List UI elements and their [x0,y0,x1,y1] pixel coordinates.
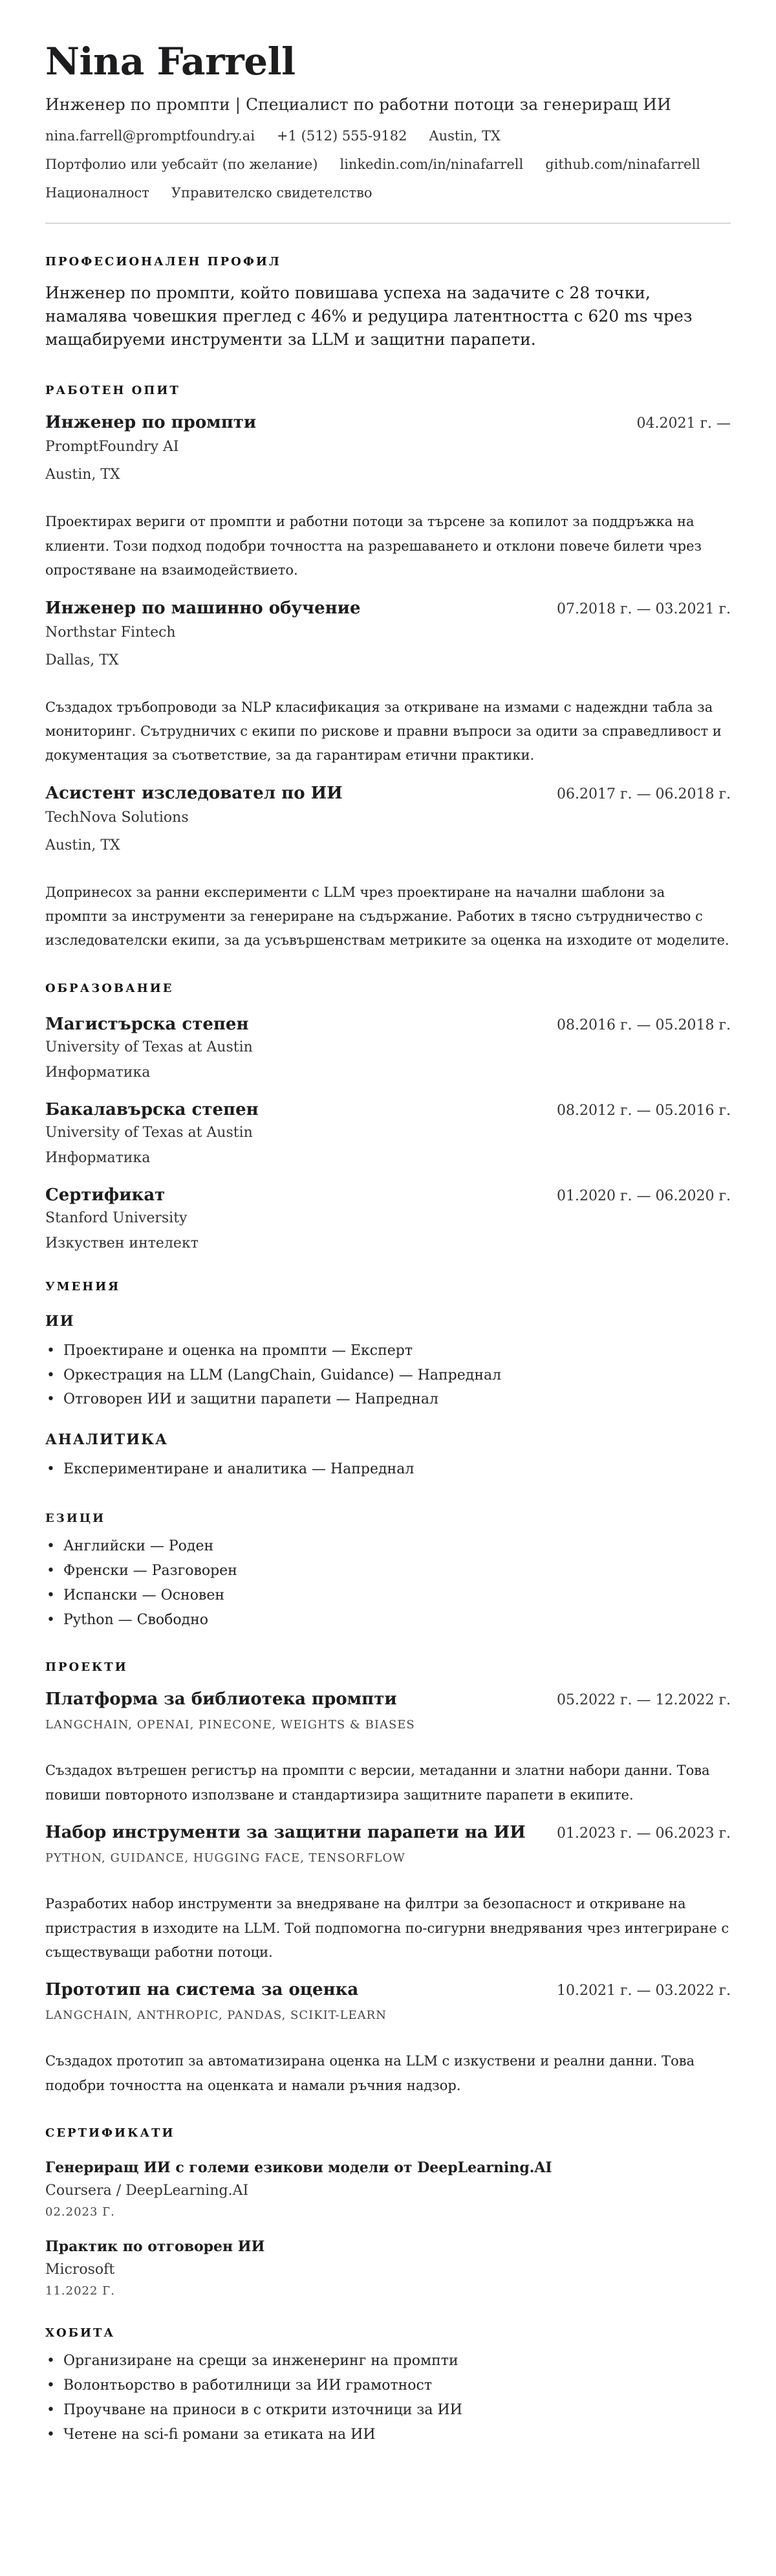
projects-section [45,1660,731,2098]
experience-entry [45,784,731,953]
hobby-item: • Проучване на приноси в с открити източници за ИИ [45,2398,731,2423]
degree-title: Бакалавърска степен [45,1099,259,1119]
education-section [45,982,731,1251]
hobby-item: • Волонтьорство в работилници за ИИ грамотност [45,2373,731,2398]
github-link[interactable]: github.com/ninafarrell [545,156,700,172]
job-dates: 06.2017 г. — 06.2018 г. [557,786,731,802]
certificate-date: 11.2022 Г. [45,2284,115,2298]
project-tech: PYTHON, GUIDANCE, HUGGING FACE, TENSORFLOW [45,1851,405,1866]
skill-item: • Проектиране и оценка на промпти — Експерт [45,1339,731,1363]
project-tech: LANGCHAIN, ANTHROPIC, PANDAS, SCIKIT-LEARN [45,2009,387,2023]
certificate-date: 02.2023 Г. [45,2205,115,2219]
job-title: Асистент изследовател по ИИ [45,783,343,803]
section-title: ЕЗИЦИ [45,1512,106,1526]
email-link[interactable]: nina.farrell@promptfoundry.ai [45,127,255,144]
skill-item: • Експериментиране и аналитика — Напреднал [45,1457,731,1482]
language-item: • Английски — Роден [45,1534,731,1559]
certificate-issuer: Coursera / DeepLearning.AI [45,2183,249,2199]
experience-entry [45,599,731,768]
job-description: Допринесох за ранни експерименти с LLM чрез проектиране на начални шаблони за промпти за инструменти за генериране на съдържание. Работих в тясно сътрудничество с изследователски екипи, за да усъвършенствам метриките за оценка на изходите от моделите. [45,884,729,949]
hobbies-section [45,2326,731,2447]
linkedin-link[interactable]: linkedin.com/in/ninafarrell [339,156,524,172]
project-entry [45,1690,731,1807]
section-title: ПРОФЕСИОНАЛЕН ПРОФИЛ [45,254,281,269]
section-title: ОБРАЗОВАНИЕ [45,981,174,995]
company-name: PromptFoundry AI [45,439,179,456]
profile-section [45,255,731,352]
phone-text: +1 (512) 555-9182 [277,127,407,144]
study-field: Информатика [45,1064,151,1081]
project-dates: 10.2021 г. — 03.2022 г. [557,1983,731,1999]
hobby-list [45,2349,731,2447]
education-entry [45,1185,731,1251]
header-divider [45,223,731,224]
job-description: Проектирах вериги от промпти и работни потоци за търсене за копилот за поддръжка на клиенти. Този подход подобри точността на разрешаването и отклони повече билети чрез опростяване на взаимодействието. [45,514,702,578]
study-field: Информатика [45,1149,151,1166]
company-name: TechNova Solutions [45,809,189,826]
candidate-name: Nina Farrell [45,39,296,83]
school-name: University of Texas at Austin [45,1124,253,1141]
skill-item: • Оркестрация на LLM (LangChain, Guidance) — Напреднал [45,1363,731,1388]
degree-title: Магистърска степен [45,1014,249,1034]
certificate-name: Генериращ ИИ с големи езикови модели от DeepLearning.AI [45,2159,552,2177]
language-list [45,1534,731,1632]
study-field: Изкуствен интелект [45,1235,199,1251]
certificate-entry [45,2159,731,2219]
education-entry [45,1015,731,1081]
job-dates: 07.2018 г. — 03.2021 г. [557,600,731,617]
school-name: University of Texas at Austin [45,1039,253,1055]
job-title: Инженер по машинно обучение [45,598,361,618]
language-item: • Python — Свободно [45,1608,731,1633]
personal-row [45,185,731,201]
job-location: Dallas, TX [45,652,119,668]
portfolio-link[interactable]: Портфолио или уебсайт (по желание) [45,156,318,172]
education-dates: 08.2012 г. — 05.2016 г. [557,1102,731,1119]
job-description: Създадох тръбопроводи за NLP класификация за откриване на измами с надеждни табла за мониторинг. Сътрудничих с екипи по рискове и правни въпроси за одити за справедливост и документация за съответствие, за да гарантирам етични практики. [45,699,722,764]
profile-summary: Инженер по промпти, който повишава успеха на задачите с 28 точки, намалява човешкия преглед с 46% и редуцира латентността с 620 ms чрез мащабируеми инструменти за LLM и защитни парапети. [45,283,693,349]
links-row [45,157,731,172]
candidate-headline: Инженер по промпти | Специалист по работни потоци за генериращ ИИ [45,94,671,114]
certificate-issuer: Microsoft [45,2262,115,2278]
project-name: Платформа за библиотека промпти [45,1690,397,1710]
project-tech: LANGCHAIN, OPENAI, PINECONE, WEIGHTS & BIASES [45,1718,415,1732]
skill-group-title: ИИ [45,1312,75,1330]
project-entry [45,1823,731,1965]
project-name: Прототип на система за оценка [45,1980,359,2000]
project-description: Разработих набор инструменти за внедряване на филтри за безопасност и откриване на пристрастия в изходите на LLM. Той подпомогна по-сигурни внедрявания чрез интегриране с съществуващи работни потоци. [45,1896,729,1960]
school-name: Stanford University [45,1209,188,1226]
section-title: УМЕНИЯ [45,1279,121,1294]
degree-title: Сертификат [45,1185,166,1205]
certificate-name: Практик по отговорен ИИ [45,2238,265,2256]
job-dates: 04.2021 г. — [636,415,731,432]
section-title: СЕРТИФИКАТИ [45,2126,175,2141]
project-entry [45,1980,731,2098]
hobby-item: • Четене на sci-fi романи за етиката на ИИ [45,2423,731,2447]
project-name: Набор инструменти за защитни парапети на ИИ [45,1823,526,1843]
certificate-entry [45,2238,731,2298]
project-dates: 01.2023 г. — 06.2023 г. [557,1825,731,1842]
job-location: Austin, TX [45,467,120,483]
job-location: Austin, TX [45,837,120,853]
education-dates: 01.2020 г. — 06.2020 г. [557,1187,731,1204]
experience-entry [45,413,731,582]
skills-section [45,1280,731,1482]
company-name: Northstar Fintech [45,624,176,641]
section-title: ПРОЕКТИ [45,1660,128,1675]
language-item: • Испански — Основен [45,1583,731,1608]
education-entry [45,1100,731,1166]
job-title: Инженер по промпти [45,413,257,433]
skill-list [45,1457,731,1482]
skill-item: • Отговорен ИИ и защитни парапети — Напреднал [45,1387,731,1412]
project-description: Създадох вътрешен регистър на промпти с версии, метаданни и златни набори данни. Това повиши повторното използване и стандартизира защитните парапети в екипите. [45,1763,710,1803]
resume-header [45,40,731,201]
location-text: Austin, TX [429,127,501,144]
section-title: РАБОТЕН ОПИТ [45,384,180,398]
contact-row [45,128,731,144]
languages-section [45,1512,731,1632]
license-text: Управителско свидетелство [171,184,372,201]
experience-section [45,384,731,952]
project-description: Създадох прототип за автоматизирана оценка на LLM с изкуствени и реални данни. Това подобри точността на оценката и намали ръчния надзор. [45,2053,695,2093]
skill-list [45,1339,731,1412]
language-item: • Френски — Разговорен [45,1559,731,1583]
certificates-section [45,2126,731,2298]
section-title: ХОБИТА [45,2326,116,2340]
hobby-item: • Организиране на срещи за инженеринг на промпти [45,2349,731,2373]
nationality-text: Националност [45,184,149,201]
education-dates: 08.2016 г. — 05.2018 г. [557,1017,731,1033]
project-dates: 05.2022 г. — 12.2022 г. [557,1692,731,1709]
skill-group-title: АНАЛИТИКА [45,1431,168,1449]
